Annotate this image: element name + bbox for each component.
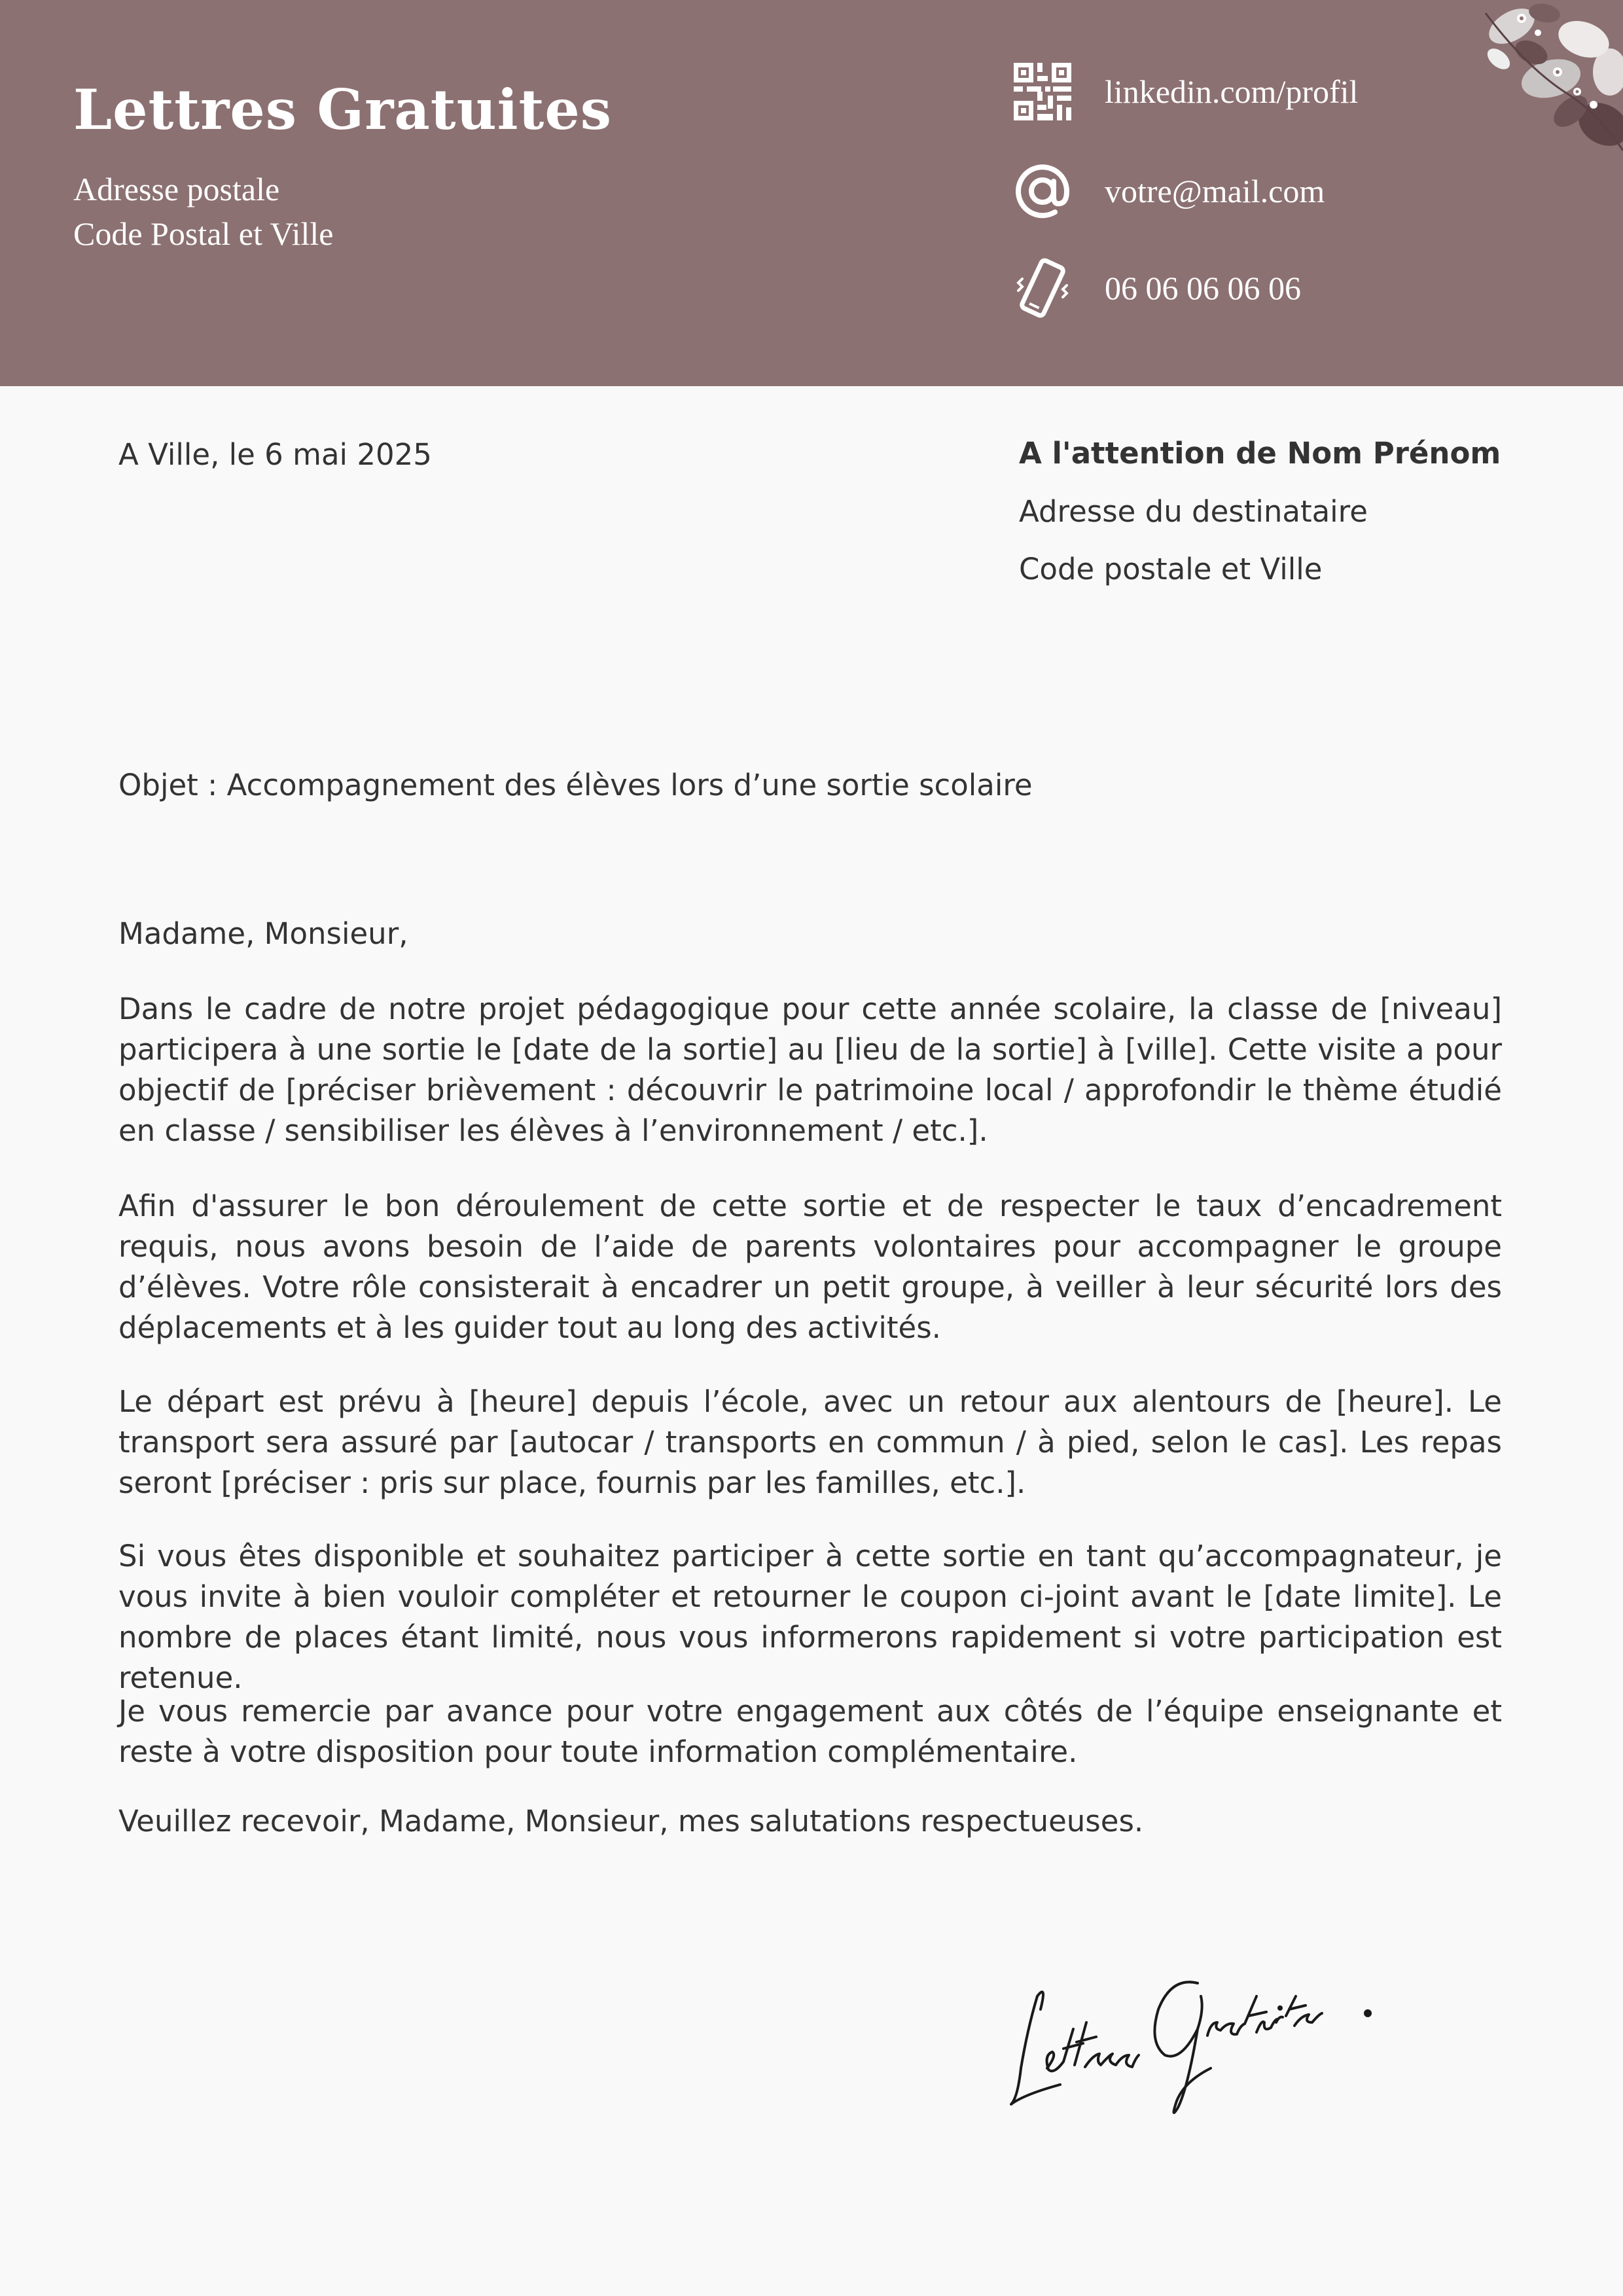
email-text: votre@mail.com	[1105, 173, 1325, 209]
contact-email	[1011, 160, 1325, 223]
phone-text: 06 06 06 06 06	[1105, 270, 1301, 306]
letter-subject: Objet : Accompagnement des élèves lors d’une sortie scolaire	[118, 768, 1033, 802]
letter-date: A Ville, le 6 mai 2025	[118, 437, 432, 472]
sender-address: Adresse postale	[73, 171, 280, 207]
body-paragraph: Dans le cadre de notre projet pédagogique pour cette année scolaire, la classe de [niveau] participera à une sortie le [date de la sortie] au [lieu de la sortie] à [ville]. Cette visite a pour objectif de [préciser brièvement : découvrir le patrimoine local / approfondir le thème étudié en classe / sensibiliser les élèves à l’environnement / etc.].	[118, 992, 1502, 1148]
floral-decoration	[1472, 0, 1623, 157]
body-paragraph: Je vous remercie par avance pour votre engagement aux côtés de l’équipe enseignante et reste à votre disposition pour toute information complémentaire.	[118, 1694, 1502, 1769]
contact-phone	[1011, 257, 1301, 319]
recipient-name: A l'attention de Nom Prénom	[1019, 436, 1501, 471]
header-banner	[0, 0, 1623, 386]
at-icon	[1011, 160, 1074, 223]
handwritten-signature	[1001, 1957, 1381, 2127]
recipient-address: Adresse du destinataire	[1019, 494, 1368, 529]
body-paragraph: Si vous êtes disponible et souhaitez participer à cette sortie en tant qu’accompagnateur, je vous invite à bien vouloir compléter et retourner le coupon ci-joint avant le [date limite]. Le nombre de places étant limité, nous vous informerons rapidement si votre participation est retenue.	[118, 1539, 1502, 1695]
linkedin-text: linkedin.com/profil	[1105, 73, 1359, 110]
letter-closing: Veuillez recevoir, Madame, Monsieur, mes salutations respectueuses.	[118, 1804, 1144, 1839]
body-paragraph: Le départ est prévu à [heure] depuis l’école, avec un retour aux alentours de [heure]. Le transport sera assuré par [autocar / transports en commun / à pied, selon le cas]. Les repas seront [préciser : pris sur place, fournis par les familles, etc.].	[118, 1384, 1502, 1500]
contact-linkedin	[1011, 60, 1359, 123]
phone-icon	[1011, 257, 1074, 319]
recipient-city: Code postale et Ville	[1019, 552, 1323, 586]
sender-city: Code Postal et Ville	[73, 215, 334, 252]
qr-code-icon	[1011, 60, 1074, 123]
body-paragraph: Afin d'assurer le bon déroulement de cette sortie et de respecter le taux d’encadrement requis, nous avons besoin de l’aide de parents volontaires pour accompagner le groupe d’élèves. Votre rôle consisterait à encadrer un petit groupe, à veiller à leur sécurité lors des déplacements et à les guider tout au long des activités.	[118, 1189, 1502, 1345]
letter-salutation: Madame, Monsieur,	[118, 916, 408, 951]
brand-name: Lettres Gratuites	[73, 77, 613, 142]
